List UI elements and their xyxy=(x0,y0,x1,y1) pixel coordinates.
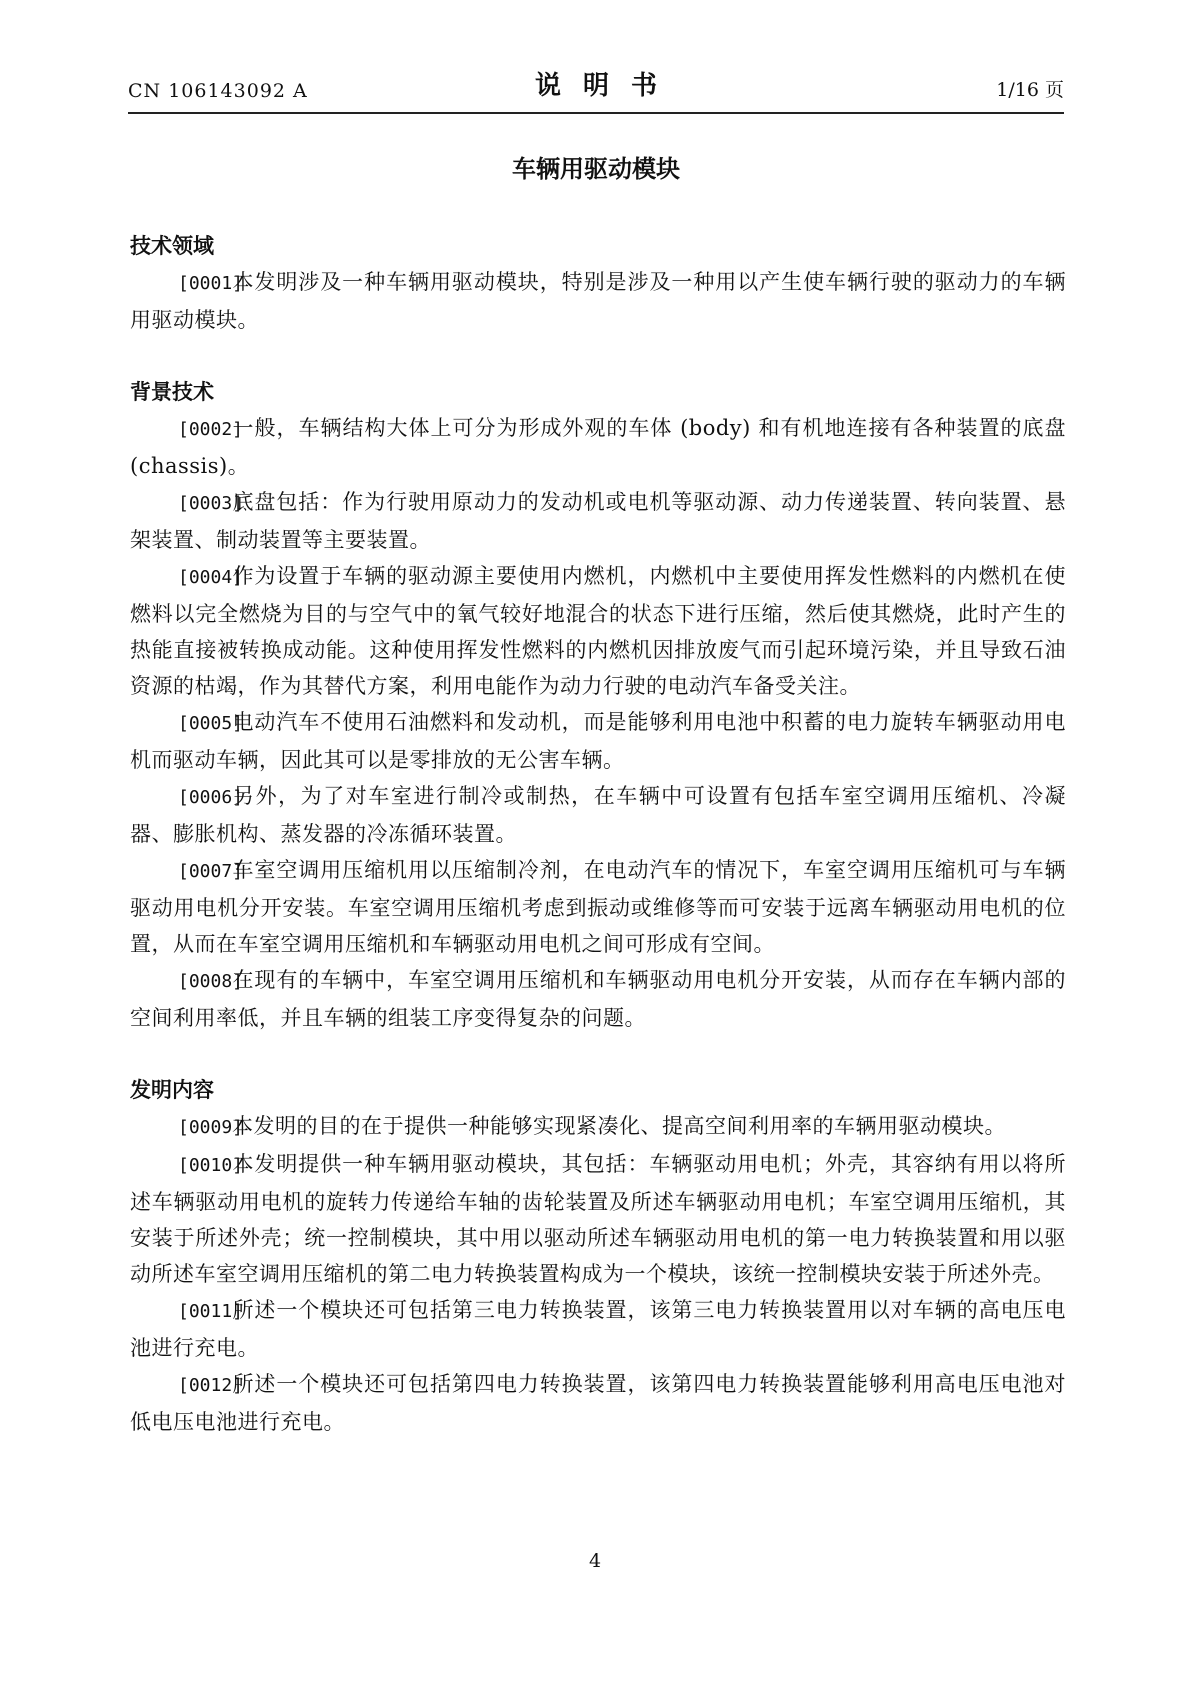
section-heading-summary: 发明内容 xyxy=(130,1078,214,1102)
paragraph-text: 本发明涉及一种车辆用驱动模块，特别是涉及一种用以产生使车辆行驶的驱动力的车辆用驱动模块。 xyxy=(130,270,1066,332)
paragraph xyxy=(130,1366,1066,1440)
paragraph-text: 本发明提供一种车辆用驱动模块，其包括：车辆驱动用电机；外壳，其容纳有用以将所述车辆驱动用电机的旋转力传递给车轴的齿轮装置及所述车辆驱动用电机；车室空调用压缩机，其安装于所述外壳；统一控制模块，其中用以驱动所述车辆驱动用电机的第一电力转换装置和用以驱动所述车室空调用压缩机的第二电力转换装置构成为一个模块，该统一控制模块安装于所述外壳。 xyxy=(130,1152,1066,1286)
paragraph-number: [0010] xyxy=(178,1155,244,1176)
paragraph xyxy=(130,484,1066,558)
paragraph xyxy=(130,1108,1066,1146)
paragraph-number: [0001] xyxy=(178,273,244,294)
paragraph-text: 底盘包括：作为行驶用原动力的发动机或电机等驱动源、动力传递装置、转向装置、悬架装置、制动装置等主要装置。 xyxy=(130,490,1066,552)
paragraph-number: [0011] xyxy=(178,1301,244,1322)
section-spacer xyxy=(130,338,1066,374)
paragraph-number: [0009] xyxy=(178,1117,244,1138)
paragraph-text: 一般，车辆结构大体上可分为形成外观的车体 (body) 和有机地连接有各种装置的底盘 (chassis)。 xyxy=(130,416,1066,478)
paragraph-number: [0012] xyxy=(178,1375,244,1396)
paragraph-number: [0008] xyxy=(178,971,244,992)
paragraph-number: [0007] xyxy=(178,861,244,882)
paragraph xyxy=(130,962,1066,1036)
page-header xyxy=(128,62,1064,114)
paragraph-text: 电动汽车不使用石油燃料和发动机，而是能够利用电池中积蓄的电力旋转车辆驱动用电机而驱动车辆，因此其可以是零排放的无公害车辆。 xyxy=(130,710,1066,772)
document-type: 说明书 xyxy=(534,71,679,101)
paragraph-number: [0005] xyxy=(178,713,244,734)
document-title: 车辆用驱动模块 xyxy=(512,155,680,183)
paragraph xyxy=(130,264,1066,338)
paragraph xyxy=(130,1292,1066,1366)
paragraph-text: 所述一个模块还可包括第三电力转换装置，该第三电力转换装置用以对车辆的高电压电池进行充电。 xyxy=(130,1298,1066,1360)
paragraph-number: [0004] xyxy=(178,567,244,588)
paragraph xyxy=(130,558,1066,704)
page-number: 4 xyxy=(588,1550,602,1572)
paragraph-text: 另外，为了对车室进行制冷或制热，在车辆中可设置有包括车室空调用压缩机、冷凝器、膨胀机构、蒸发器的冷冻循环装置。 xyxy=(130,784,1066,846)
section-heading-background: 背景技术 xyxy=(130,380,214,404)
paragraph xyxy=(130,778,1066,852)
paragraph-number: [0003] xyxy=(178,493,244,514)
paragraph xyxy=(130,410,1066,484)
paragraph xyxy=(130,704,1066,778)
paragraph-text: 作为设置于车辆的驱动源主要使用内燃机，内燃机中主要使用挥发性燃料的内燃机在使燃料以完全燃烧为目的与空气中的氧气较好地混合的状态下进行压缩，然后使其燃烧，此时产生的热能直接被转换成动能。这种使用挥发性燃料的内燃机因排放废气而引起环境污染，并且导致石油资源的枯竭，作为其替代方案，利用电能作为动力行驶的电动汽车备受关注。 xyxy=(130,564,1066,698)
section-heading-technical-field: 技术领域 xyxy=(130,234,214,258)
paragraph-number: [0006] xyxy=(178,787,244,808)
page-info: 1/16 页 xyxy=(996,79,1064,101)
paragraph-text: 本发明的目的在于提供一种能够实现紧凑化、提高空间利用率的车辆用驱动模块。 xyxy=(232,1114,1006,1138)
paragraph-number: [0002] xyxy=(178,419,244,440)
paragraph-text: 车室空调用压缩机用以压缩制冷剂，在电动汽车的情况下，车室空调用压缩机可与车辆驱动用电机分开安装。车室空调用压缩机考虑到振动或维修等而可安装于远离车辆驱动用电机的位置，从而在车室空调用压缩机和车辆驱动用电机之间可形成有空间。 xyxy=(130,858,1066,956)
paragraph xyxy=(130,1146,1066,1292)
document-body xyxy=(130,228,1066,1440)
paragraph xyxy=(130,852,1066,962)
paragraph-text: 所述一个模块还可包括第四电力转换装置，该第四电力转换装置能够利用高电压电池对低电压电池进行充电。 xyxy=(130,1372,1066,1434)
paragraph-text: 在现有的车辆中，车室空调用压缩机和车辆驱动用电机分开安装，从而存在车辆内部的空间利用率低，并且车辆的组装工序变得复杂的问题。 xyxy=(130,968,1066,1030)
publication-number: CN 106143092 A xyxy=(128,80,308,102)
section-spacer xyxy=(130,1036,1066,1072)
